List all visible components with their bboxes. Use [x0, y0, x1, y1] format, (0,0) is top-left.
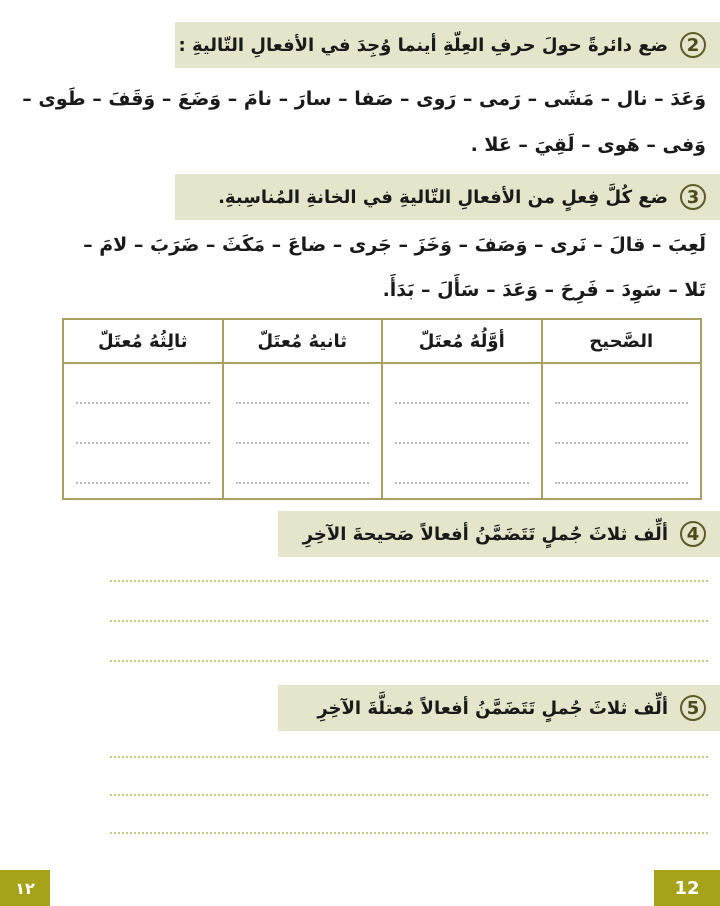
exercise-3-banner: [175, 174, 720, 220]
table-header: أوَّلُهُ مُعتَلّ: [382, 319, 542, 363]
dotted-line: [395, 378, 529, 404]
page-number-arabic: ١٢: [0, 870, 50, 906]
exercise-instruction: ألِّف ثلاثَ جُملٍ تَتَضَمَّنُ أفعالاً صَحيحةَ الآخِرِ: [302, 523, 668, 545]
answer-cell[interactable]: [382, 363, 542, 499]
table-header: ثالِثُهُ مُعتَلّ: [63, 319, 223, 363]
dotted-line: [236, 458, 370, 484]
writing-line[interactable]: [110, 580, 708, 582]
dotted-line: [76, 458, 210, 484]
exercise-number: 3: [680, 184, 706, 210]
exercise-number: 2: [680, 32, 706, 58]
dotted-line: [236, 418, 370, 444]
dotted-line: [236, 378, 370, 404]
exercise-2-banner: [175, 22, 720, 68]
exercise-instruction: ضع دائرةً حولَ حرفِ العِلّةِ أينما وُجِدَ في الأفعالِ التّاليةِ :: [178, 34, 668, 56]
exercise-number: 5: [680, 695, 706, 721]
exercise-number: 4: [680, 521, 706, 547]
answer-cell[interactable]: [223, 363, 383, 499]
exercise-instruction: ألِّف ثلاثَ جُملٍ تَتَضَمَّنُ أفعالاً مُعتلَّةَ الآخِرِ: [317, 697, 668, 719]
exercise-instruction: ضع كُلَّ فِعلٍ من الأفعالِ التّاليةِ في الخانةِ المُناسِبةِ.: [218, 186, 668, 208]
dotted-line: [395, 418, 529, 444]
writing-line[interactable]: [110, 794, 708, 796]
exercise-4-banner: [278, 511, 720, 557]
table-header: ثانيهُ مُعتَلّ: [223, 319, 383, 363]
classification-table: [62, 318, 702, 500]
answer-cell[interactable]: [542, 363, 702, 499]
answer-cell[interactable]: [63, 363, 223, 499]
dotted-line: [555, 378, 689, 404]
table-header: الصَّحيح: [542, 319, 702, 363]
page-number: 12: [654, 870, 720, 906]
exercise-3-words-line-1: لَعِبَ – قالَ – نَرى – وَصَفَ – وَخَزَ – جَرى – ضاعَ – مَكَثَ – ضَرَبَ – لامَ –: [83, 234, 706, 256]
dotted-line: [76, 378, 210, 404]
exercise-3-words-line-2: تَلا – سَوِدَ – فَرِحَ – وَعَدَ – سَأَلَ – بَدَأَ.: [382, 279, 706, 301]
writing-line[interactable]: [110, 620, 708, 622]
dotted-line: [555, 418, 689, 444]
writing-line[interactable]: [110, 756, 708, 758]
writing-line[interactable]: [110, 660, 708, 662]
exercise-5-banner: [278, 685, 720, 731]
dotted-line: [395, 458, 529, 484]
dotted-line: [76, 418, 210, 444]
exercise-2-words-line-1: وَعَدَ – نال – مَشَى – رَمى – رَوى – صَفا – سارَ – نامَ – وَضَعَ – وَقَفَ – طَوى –: [22, 88, 706, 110]
exercise-2-words-line-2: وَفى – هَوى – لَقِيَ – عَلا .: [470, 134, 706, 156]
writing-line[interactable]: [110, 832, 708, 834]
dotted-line: [555, 458, 689, 484]
